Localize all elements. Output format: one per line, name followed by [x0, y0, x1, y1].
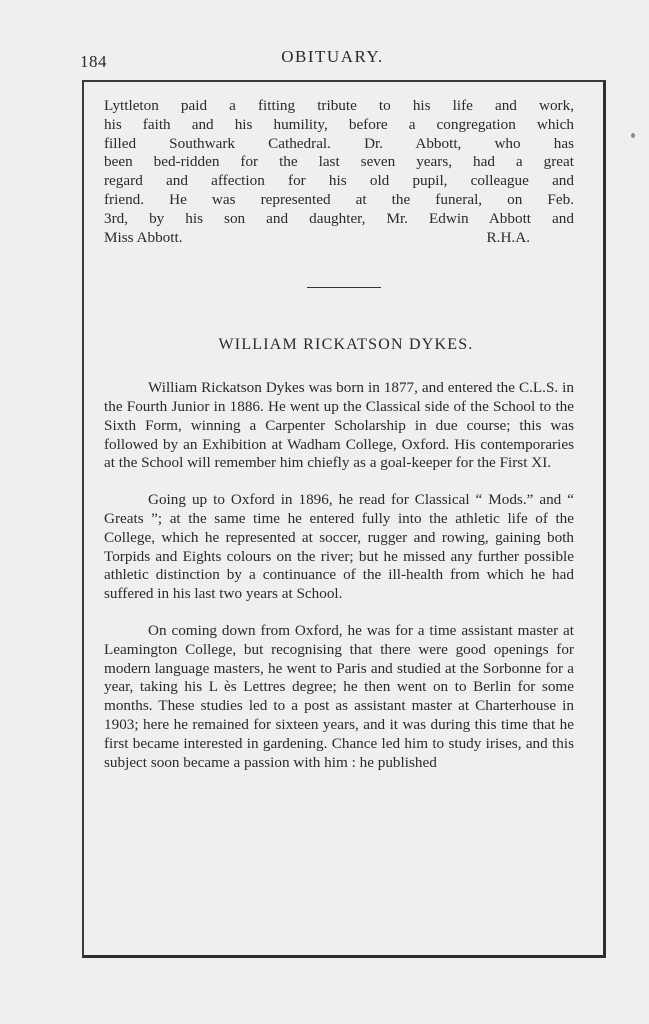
- author-initials: R.H.A.: [486, 228, 530, 246]
- text-column: [104, 97, 574, 772]
- intro-line: regard and affection for his old pupil, colleague and: [104, 172, 574, 190]
- page-number: 184: [80, 52, 107, 71]
- intro-line: 3rd, by his son and daughter, Mr. Edwin Abbott and: [104, 209, 574, 227]
- section-divider: [307, 287, 381, 288]
- section-heading: WILLIAM RICKATSON DYKES.: [218, 336, 474, 354]
- body-paragraph: Going up to Oxford in 1896, he read for Classical “ Mods.” and “ Greats ”; at the same time he entered fully into the athletic life of the College, which he represented at soccer, rugger and rowing, gaining both Torpids and Eights colours on the river; but he missed any further possible athletic distinction by a continuance of the ill-health from which he had suffered in his last two years at School.: [104, 491, 574, 603]
- paragraph-gap: [104, 604, 574, 622]
- body-paragraph: On coming down from Oxford, he was for a time assistant master at Leamington College, but recognising that there were good openings for modern language masters, he went to Paris and studied at the Sorbonne for a year, taking his L ès Lettres degree; he then went on to Berlin for some months. These studies led to a post as assistant master at Charterhouse in 1903; here he remained for sixteen years, and it was during this time that he first became interested in gardening. Chance led him to study irises, and this subject soon became a passion with him : he published: [104, 621, 574, 771]
- body-paragraph: William Rickatson Dykes was born in 1877, and entered the C.L.S. in the Fourth Junior in 1886. He went up the Classical side of the School to the Sixth Form, winning a Carpenter Scholarship in due course; this was followed by an Exhibition at Wadham College, Oxford. His contemporaries at the School will remember him chiefly as a goal-keeper for the First XI.: [104, 379, 574, 472]
- intro-line: filled Southwark Cathedral. Dr. Abbott, who has: [104, 134, 574, 152]
- paper-speck: [631, 133, 635, 138]
- intro-line: Lyttleton paid a fitting tribute to his life and work,: [104, 97, 574, 114]
- intro-line: friend. He was represented at the funeral, on Feb.: [104, 190, 574, 208]
- intro-line: been bed-ridden for the last seven years, had a great: [104, 153, 574, 171]
- running-title: OBITUARY.: [281, 47, 384, 66]
- intro-paragraph: [104, 97, 574, 247]
- intro-line: his faith and his humility, before a congregation which: [104, 115, 574, 133]
- intro-last-line-row: [104, 229, 574, 248]
- paragraph-gap: [104, 473, 574, 491]
- intro-last-line: Miss Abbott.: [104, 228, 183, 246]
